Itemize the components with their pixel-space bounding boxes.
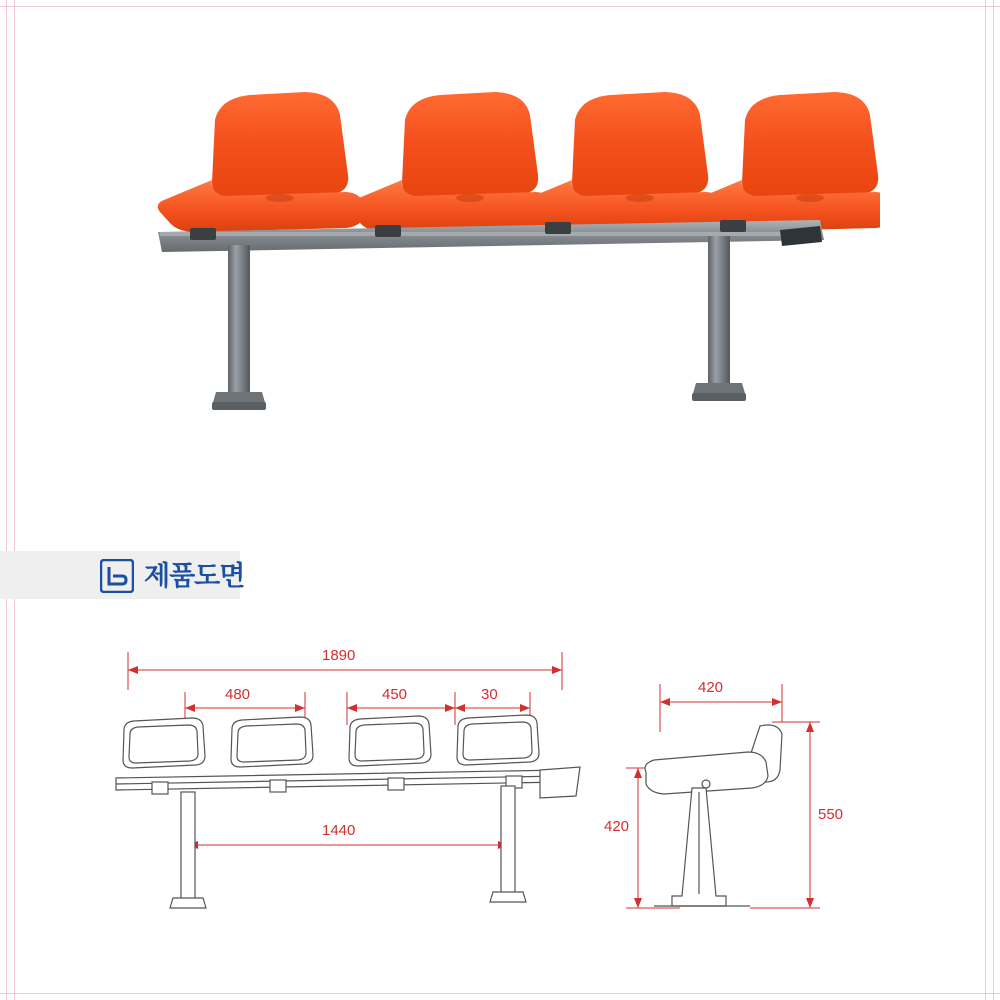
page-border-bottom (0, 993, 1000, 994)
dim-overall-width: 1890 (322, 647, 356, 664)
leg-right (692, 236, 746, 401)
leg-left (212, 245, 266, 410)
dim-seat-pitch-right: 450 (382, 686, 408, 703)
seat-4 (688, 92, 880, 232)
front-view-outline (116, 715, 580, 908)
dim-overall-height: 550 (818, 806, 844, 823)
side-dimension-lines (626, 684, 820, 908)
front-view-drawing (110, 630, 590, 930)
page-border-left (6, 0, 7, 1000)
page-border-right (993, 0, 994, 1000)
page-border-top (0, 6, 1000, 7)
page-border-left-2 (14, 0, 15, 1000)
seat-group (158, 92, 880, 232)
side-view-outline (645, 725, 782, 906)
dim-seat-depth: 420 (698, 679, 724, 696)
dim-leg-span: 1440 (322, 822, 356, 839)
product-photo (120, 80, 880, 430)
seat-1 (158, 92, 364, 232)
dim-end-gap: 30 (481, 686, 498, 703)
company-logo-icon (100, 559, 134, 593)
dim-seat-pitch-left: 480 (225, 686, 251, 703)
section-title: 제품도면 (144, 560, 245, 591)
section-header (100, 553, 244, 599)
side-view-drawing (604, 660, 890, 930)
dim-seat-height: 420 (604, 818, 630, 835)
page-border-right-2 (985, 0, 986, 1000)
product-photo-svg (120, 80, 880, 430)
